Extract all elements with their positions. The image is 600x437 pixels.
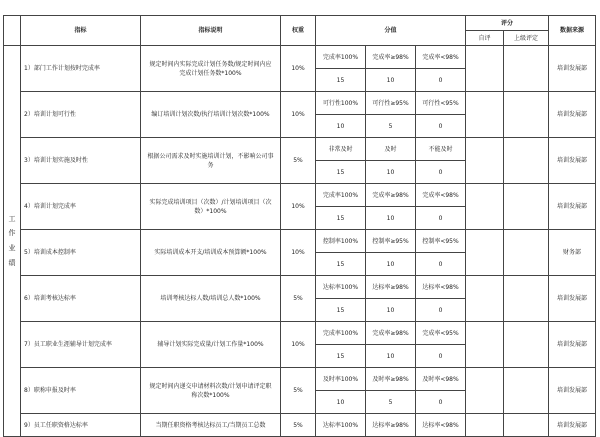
description-cell: 实际完成培训项目（次数）/计划培训项目（次数）*100% <box>141 184 281 230</box>
indicator-cell: 3）培训计划实施及时性 <box>21 138 141 184</box>
points-cell: 0 <box>416 299 466 322</box>
header-blank <box>4 16 21 46</box>
self-eval-cell <box>466 92 504 138</box>
criteria-cell: 达标率<98% <box>416 276 466 299</box>
description-cell: 规定时间内实际完成计划任务数/规定时间内应完成计划任务数*100% <box>141 46 281 92</box>
indicator-cell: 9）员工任职资格达标率 <box>21 414 141 437</box>
points-cell: 10 <box>366 253 416 276</box>
criteria-cell: 达标率≥98% <box>366 276 416 299</box>
self-eval-cell <box>466 184 504 230</box>
table-row <box>4 230 596 253</box>
header-evaluation: 评分 <box>466 16 549 31</box>
superior-eval-cell <box>504 276 549 322</box>
criteria-cell: 完成率≥98% <box>366 46 416 69</box>
data-source-cell: 培训发展部 <box>549 414 596 437</box>
header-superior-eval: 上级评定 <box>504 31 549 46</box>
superior-eval-cell <box>504 138 549 184</box>
criteria-cell: 达标率≥98% <box>366 414 416 437</box>
data-source-cell: 培训发展部 <box>549 92 596 138</box>
superior-eval-cell <box>504 368 549 414</box>
points-cell: 15 <box>316 69 366 92</box>
table-row <box>4 138 596 161</box>
criteria-cell: 控制率100% <box>316 230 366 253</box>
superior-eval-cell <box>504 322 549 368</box>
points-cell: 10 <box>316 391 366 414</box>
points-cell: 0 <box>416 115 466 138</box>
points-cell: 15 <box>316 161 366 184</box>
indicator-cell: 7）员工职业生涯辅导计划完成率 <box>21 322 141 368</box>
weight-cell: 10% <box>281 322 316 368</box>
description-cell: 根据公司需求及时实施培训计划，不影响公司事务 <box>141 138 281 184</box>
points-cell: 0 <box>416 207 466 230</box>
description-cell: 实际培训成本开支/培训成本预算额*100% <box>141 230 281 276</box>
points-cell: 0 <box>416 391 466 414</box>
data-source-cell: 培训发展部 <box>549 322 596 368</box>
points-cell: 10 <box>366 207 416 230</box>
indicator-cell: 2）培训计划可行性 <box>21 92 141 138</box>
points-cell: 15 <box>316 253 366 276</box>
header-weight: 权重 <box>281 16 316 46</box>
category-char: 工 <box>8 214 16 223</box>
criteria-cell: 及时率100% <box>316 368 366 391</box>
header-self-eval: 自评 <box>466 31 504 46</box>
points-cell: 10 <box>366 161 416 184</box>
indicator-cell: 4）培训计划完成率 <box>21 184 141 230</box>
criteria-cell: 完成率≥98% <box>366 322 416 345</box>
weight-cell: 10% <box>281 46 316 92</box>
self-eval-cell <box>466 368 504 414</box>
criteria-cell: 完成率<98% <box>416 46 466 69</box>
table-row <box>4 414 596 437</box>
points-cell: 0 <box>416 345 466 368</box>
criteria-cell: 及时率<98% <box>416 368 466 391</box>
superior-eval-cell <box>504 46 549 92</box>
points-cell: 10 <box>366 299 416 322</box>
weight-cell: 10% <box>281 92 316 138</box>
table-row <box>4 184 596 207</box>
self-eval-cell <box>466 414 504 437</box>
kpi-table <box>3 15 596 437</box>
criteria-cell: 可行性100% <box>316 92 366 115</box>
superior-eval-cell <box>504 92 549 138</box>
criteria-cell: 不能及时 <box>416 138 466 161</box>
weight-cell: 5% <box>281 276 316 322</box>
data-source-cell: 培训发展部 <box>549 46 596 92</box>
table-row <box>4 92 596 115</box>
criteria-cell: 控制率<95% <box>416 230 466 253</box>
self-eval-cell <box>466 46 504 92</box>
points-cell: 0 <box>416 69 466 92</box>
points-cell: 10 <box>316 115 366 138</box>
data-source-cell: 培训发展部 <box>549 276 596 322</box>
criteria-cell: 完成率100% <box>316 184 366 207</box>
self-eval-cell <box>466 138 504 184</box>
description-cell: 当期任职资格考核达标员工/当期员工总数 <box>141 414 281 437</box>
points-cell: 15 <box>316 207 366 230</box>
criteria-cell: 完成率100% <box>316 46 366 69</box>
points-cell: 10 <box>366 69 416 92</box>
category-char: 作 <box>8 229 16 238</box>
header-score: 分值 <box>316 16 466 46</box>
criteria-cell: 达标率<98% <box>416 414 466 437</box>
criteria-cell: 完成率<95% <box>416 322 466 345</box>
points-cell: 15 <box>316 345 366 368</box>
table-row <box>4 276 596 299</box>
header-data-source: 数据来源 <box>549 16 596 46</box>
self-eval-cell <box>466 322 504 368</box>
points-cell: 10 <box>366 345 416 368</box>
header-indicator: 指标 <box>21 16 141 46</box>
data-source-cell: 财务部 <box>549 230 596 276</box>
weight-cell: 5% <box>281 414 316 437</box>
indicator-cell: 8）职称申报及时率 <box>21 368 141 414</box>
criteria-cell: 完成率100% <box>316 322 366 345</box>
criteria-cell: 达标率100% <box>316 276 366 299</box>
criteria-cell: 可行性≥95% <box>366 92 416 115</box>
criteria-cell: 达标率100% <box>316 414 366 437</box>
criteria-cell: 及时率≥98% <box>366 368 416 391</box>
category-label <box>4 46 21 437</box>
superior-eval-cell <box>504 230 549 276</box>
weight-cell: 10% <box>281 184 316 230</box>
indicator-cell: 6）培训考核达标率 <box>21 276 141 322</box>
weight-cell: 5% <box>281 368 316 414</box>
category-char: 绩 <box>8 258 16 267</box>
data-source-cell: 培训发展部 <box>549 184 596 230</box>
table-row <box>4 46 596 69</box>
description-cell: 规定时间内递交申请材料次数/计划申请评定职称次数*100% <box>141 368 281 414</box>
points-cell: 0 <box>416 253 466 276</box>
data-source-cell: 培训发展部 <box>549 368 596 414</box>
indicator-cell: 5）培训成本控制率 <box>21 230 141 276</box>
description-cell: 培训考核达标人数/培训总人数*100% <box>141 276 281 322</box>
table-row <box>4 368 596 391</box>
points-cell: 5 <box>366 115 416 138</box>
superior-eval-cell <box>504 184 549 230</box>
description-cell: 编订培训计划次数/执行培训计划次数*100% <box>141 92 281 138</box>
criteria-cell: 及时 <box>366 138 416 161</box>
criteria-cell: 控制率≥95% <box>366 230 416 253</box>
category-char: 业 <box>8 244 16 252</box>
criteria-cell: 非常及时 <box>316 138 366 161</box>
points-cell: 0 <box>416 161 466 184</box>
indicator-cell: 1）部门工作计划按时完成率 <box>21 46 141 92</box>
data-source-cell: 培训发展部 <box>549 138 596 184</box>
weight-cell: 10% <box>281 230 316 276</box>
points-cell: 15 <box>316 299 366 322</box>
criteria-cell: 完成率<98% <box>416 184 466 207</box>
superior-eval-cell <box>504 414 549 437</box>
description-cell: 辅导计划实际完成量/计划工作量*100% <box>141 322 281 368</box>
points-cell: 5 <box>366 391 416 414</box>
header-description: 指标说明 <box>141 16 281 46</box>
self-eval-cell <box>466 230 504 276</box>
table-row <box>4 322 596 345</box>
self-eval-cell <box>466 276 504 322</box>
criteria-cell: 可行性<95% <box>416 92 466 115</box>
criteria-cell: 完成率≥98% <box>366 184 416 207</box>
weight-cell: 5% <box>281 138 316 184</box>
